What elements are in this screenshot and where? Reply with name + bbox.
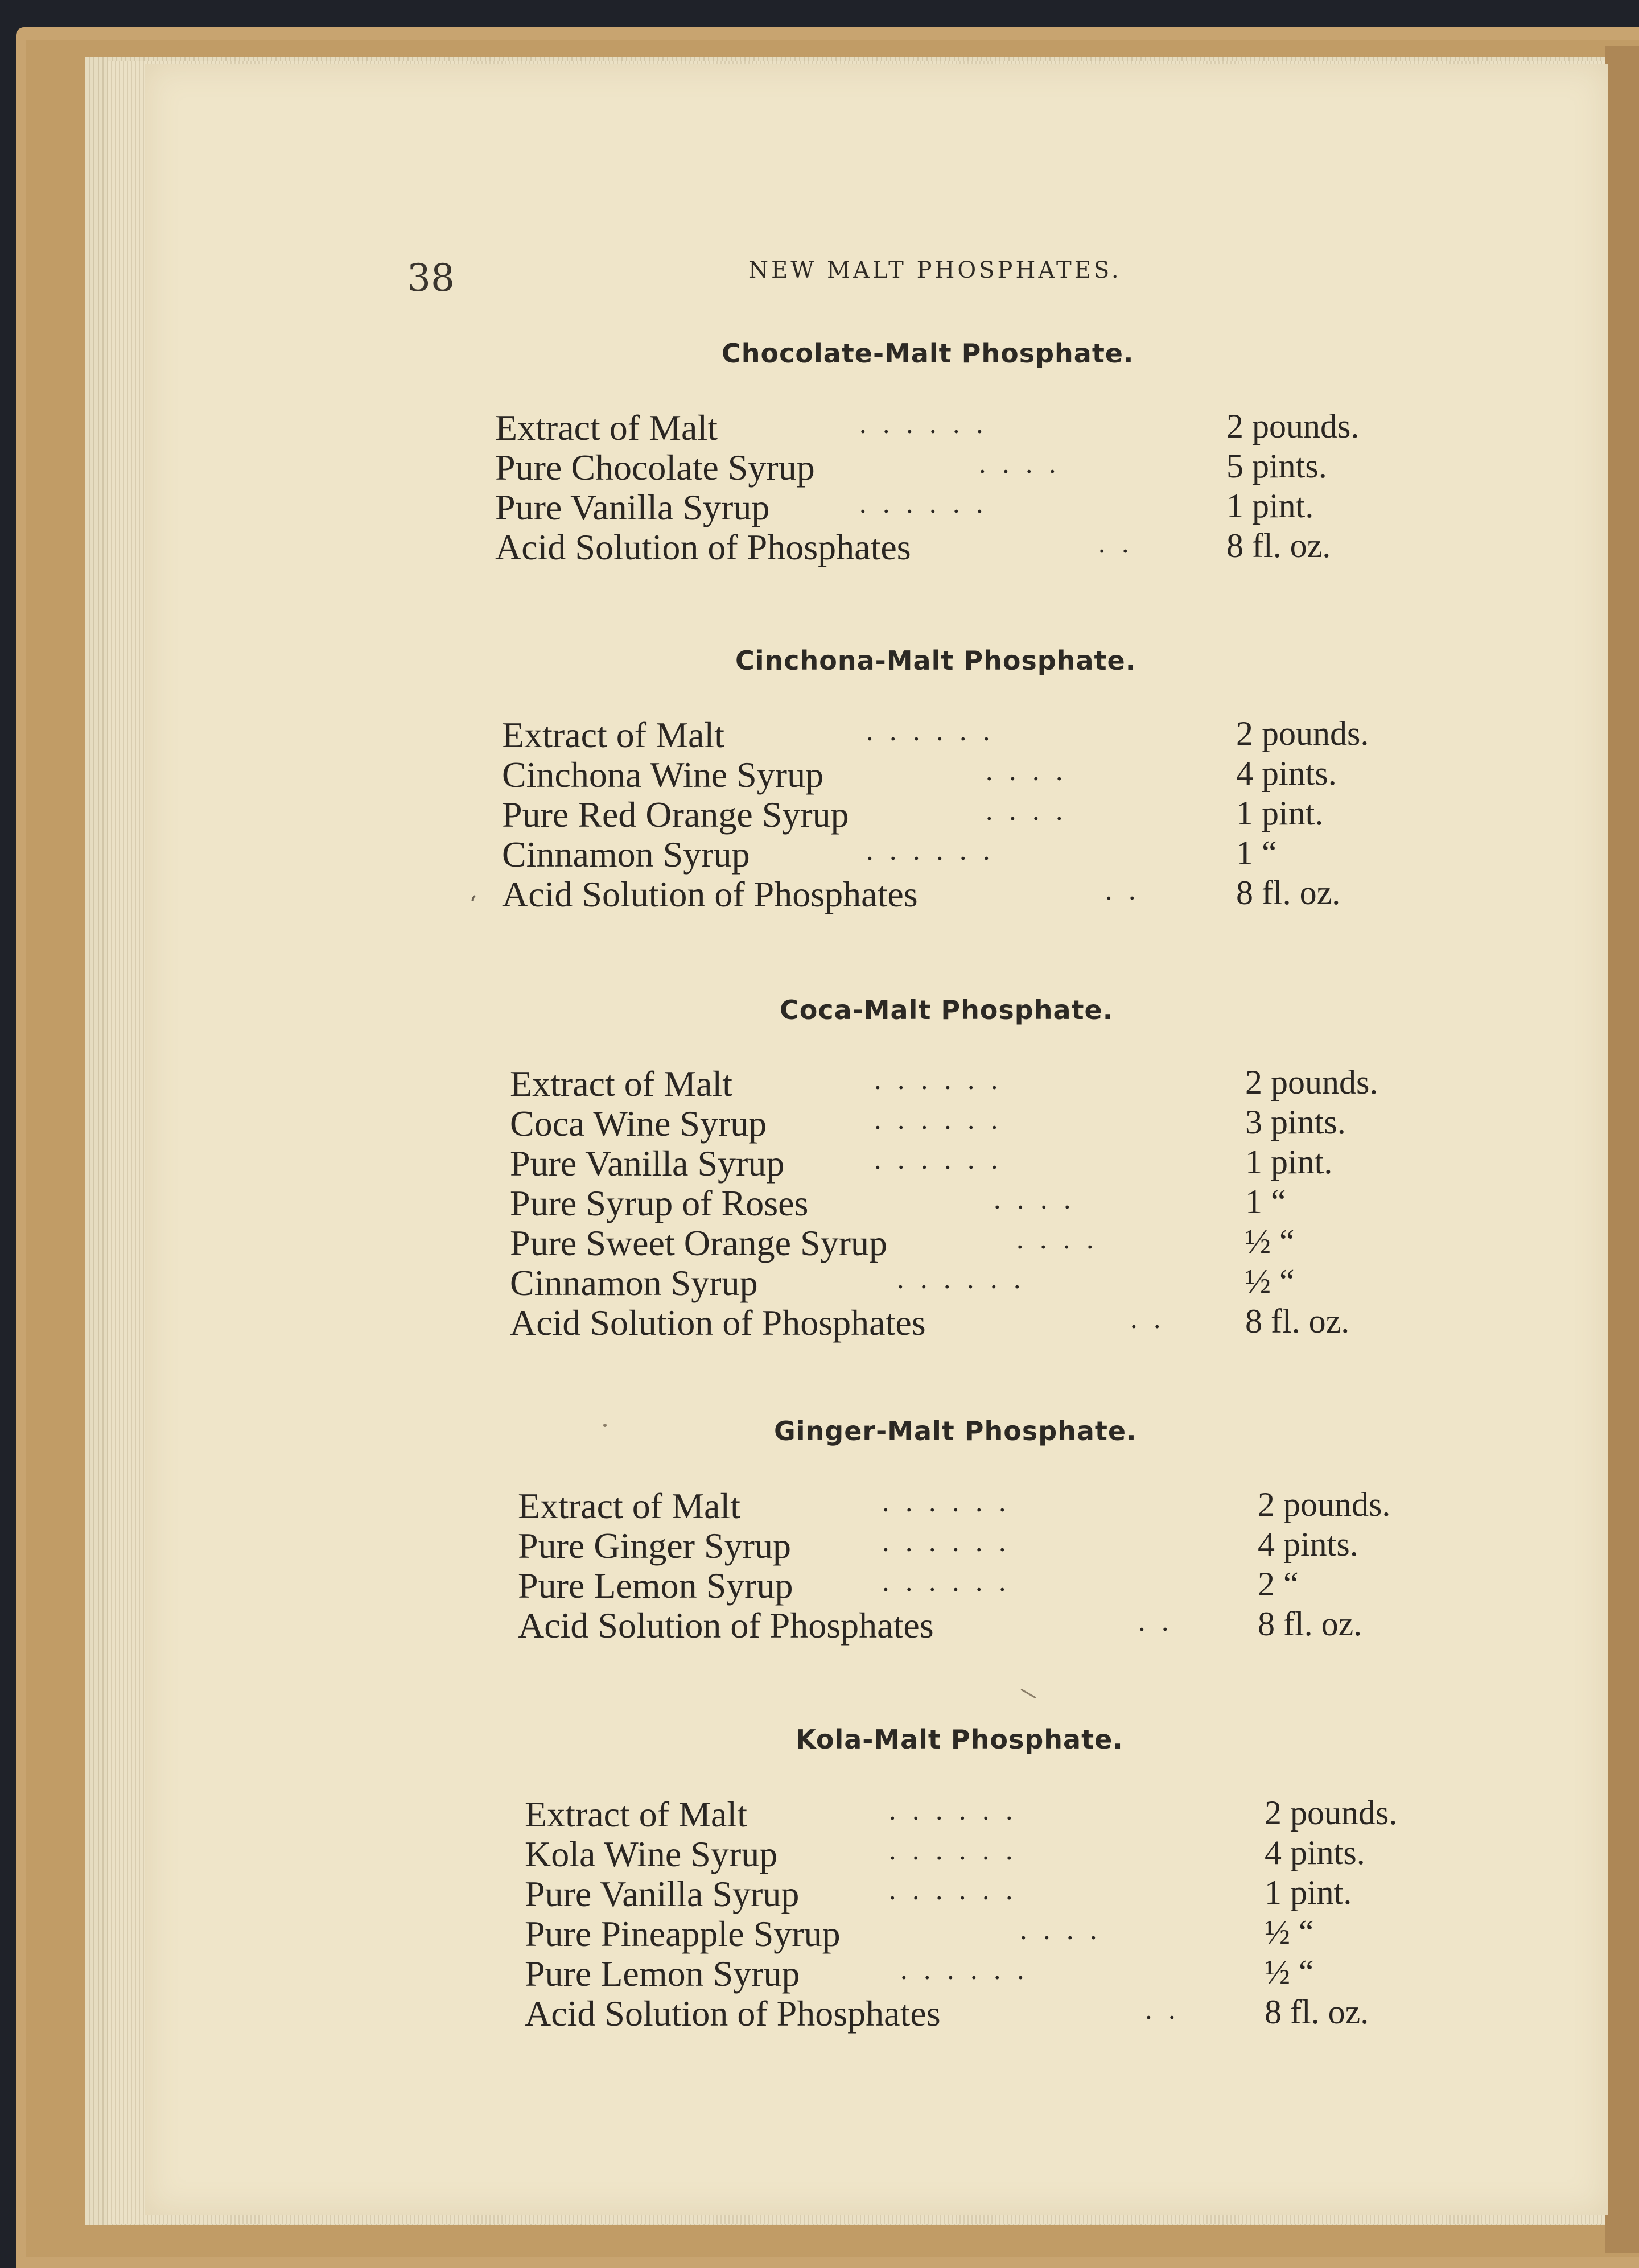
ingredient-quantity: 2 pounds. [1245,1063,1378,1101]
ingredient-name: Extract of Malt [495,407,718,448]
ingredient-quantity: 4 pints. [1258,1525,1358,1563]
leader-dots: . . . . . . [882,1565,1011,1597]
ingredient-name: Pure Red Orange Syrup [502,794,849,835]
ingredient-name: Extract of Malt [502,715,724,755]
ingredient-name: Pure Pineapple Syrup [525,1914,841,1954]
leader-dots: . . . . . . [897,1263,1026,1294]
ingredient-name: Acid Solution of Phosphates [510,1302,926,1343]
leader-dots: . . [1145,1993,1180,2025]
leader-dots: . . . . . . [882,1486,1011,1518]
leader-dots: . . . . [994,1183,1076,1215]
leader-dots: . . . . . . [859,407,988,439]
recipe-title: Chocolate-Malt Phosphate. [722,338,1134,369]
recipe-title: Kola-Malt Phosphate. [796,1724,1123,1755]
recipe-title: Coca-Malt Phosphate. [780,995,1114,1025]
ingredient-name: Pure Chocolate Syrup [495,447,815,488]
leader-dots: . . . . . . [882,1525,1011,1557]
ingredient-name: Acid Solution of Phosphates [525,1993,941,2034]
leader-dots: . . . . . . [889,1834,1018,1866]
ingredient-name: Acid Solution of Phosphates [495,527,911,567]
leader-dots: . . [1138,1605,1173,1637]
leader-dots: . . . . . . [889,1794,1018,1826]
ingredient-name: Pure Ginger Syrup [518,1525,791,1566]
ingredient-quantity: 4 pints. [1265,1834,1365,1871]
ingredient-name: Acid Solution of Phosphates [502,874,918,914]
ingredient-name: Extract of Malt [518,1486,740,1526]
recipe-title: Cinchona-Malt Phosphate. [735,645,1136,676]
ingredient-name: Coca Wine Syrup [510,1103,767,1144]
leader-dots: . . . . [1020,1914,1102,1945]
ingredient-quantity: 1 pint. [1236,794,1324,832]
leader-dots: . . . . [1016,1223,1098,1255]
ingredient-quantity: ½ “ [1245,1223,1295,1260]
ingredient-quantity: ½ “ [1245,1263,1295,1300]
leader-dots: . . . . [986,794,1068,826]
leader-dots: . . [1130,1302,1166,1334]
ingredient-quantity: 3 pints. [1245,1103,1346,1141]
ingredient-name: Extract of Malt [525,1794,747,1834]
leader-dots: . . . . . . [900,1953,1029,1985]
ingredient-name: Pure Sweet Orange Syrup [510,1223,887,1263]
ingredient-name: Cinnamon Syrup [510,1263,758,1303]
ingredient-quantity: 2 pounds. [1258,1486,1391,1523]
ingredient-quantity: 8 fl. oz. [1258,1605,1362,1643]
ingredient-quantity: 4 pints. [1236,754,1337,792]
ingredient-quantity: 2 pounds. [1265,1794,1398,1832]
ingredient-quantity: ½ “ [1265,1914,1314,1951]
leader-dots: . . . . [986,754,1068,786]
leader-dots: . . [1105,874,1140,906]
ingredient-name: Extract of Malt [510,1063,732,1104]
recipe-title: Ginger-Malt Phosphate. [774,1416,1137,1446]
ingredient-name: Pure Lemon Syrup [518,1565,793,1606]
leader-dots: . . . . . . [889,1874,1018,1906]
ingredient-quantity: 1 “ [1245,1183,1286,1220]
leader-dots: . . [1098,527,1134,559]
ingredient-name: Pure Vanilla Syrup [525,1874,800,1914]
book-binding [1605,46,1639,2253]
ingredient-name: Cinnamon Syrup [502,834,750,875]
ingredient-name: Pure Syrup of Roses [510,1183,809,1223]
ingredient-name: Kola Wine Syrup [525,1834,778,1874]
page-number: 38 [407,256,455,300]
ingredient-quantity: 2 “ [1258,1565,1299,1603]
book-page [145,64,1608,2215]
leader-dots: . . . . [979,447,1061,479]
leader-dots: . . . . . . [874,1103,1003,1135]
leader-dots: . . . . . . [859,487,988,519]
ingredient-name: Pure Vanilla Syrup [495,487,770,527]
ingredient-name: Pure Vanilla Syrup [510,1143,785,1184]
ingredient-quantity: 1 pint. [1245,1143,1333,1181]
ingredient-quantity: 1 “ [1236,834,1277,872]
ingredient-quantity: 5 pints. [1226,447,1327,485]
ingredient-name: Pure Lemon Syrup [525,1953,800,1994]
leader-dots: . . . . . . [874,1143,1003,1175]
ingredient-quantity: 1 pint. [1226,487,1314,525]
paper-speck [603,1424,607,1427]
leader-dots: . . . . . . [874,1063,1003,1095]
ingredient-name: Acid Solution of Phosphates [518,1605,934,1646]
ingredient-quantity: ½ “ [1265,1953,1314,1991]
leader-dots: . . . . . . [866,834,995,866]
running-head: NEW MALT PHOSPHATES. [748,257,1122,283]
ingredient-quantity: 8 fl. oz. [1236,874,1341,912]
ingredient-quantity: 1 pint. [1265,1874,1352,1911]
ingredient-quantity: 2 pounds. [1226,407,1360,445]
ingredient-quantity: 8 fl. oz. [1226,527,1331,564]
ingredient-name: Cinchona Wine Syrup [502,754,824,795]
ingredient-quantity: 2 pounds. [1236,715,1369,752]
ingredient-quantity: 8 fl. oz. [1265,1993,1369,2031]
ingredient-quantity: 8 fl. oz. [1245,1302,1350,1340]
leader-dots: . . . . . . [866,715,995,747]
margin-tick-mark: ‘ [469,891,477,920]
